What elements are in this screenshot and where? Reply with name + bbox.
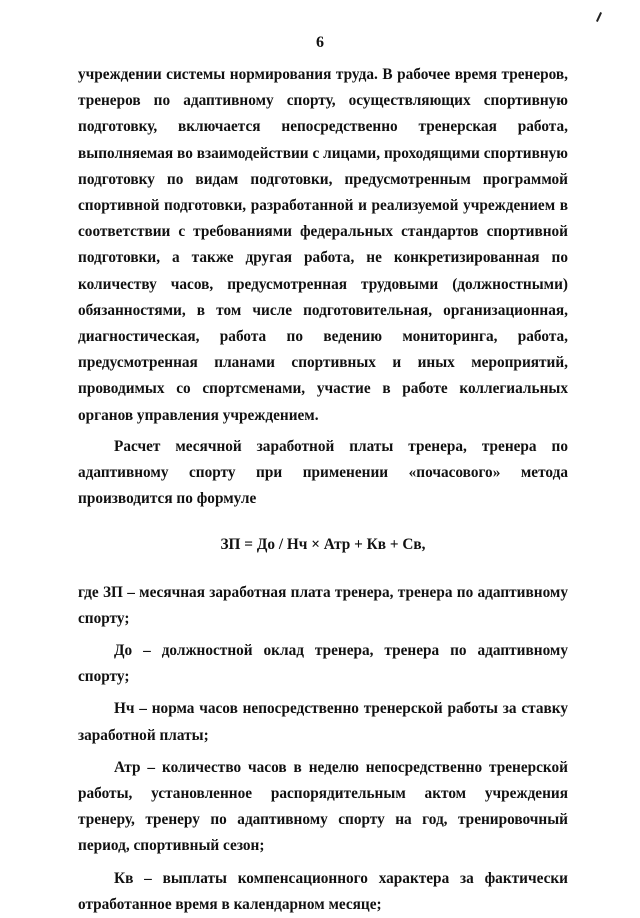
definition-nch: Нч – норма часов непосредственно тренерской работы за ставку заработной платы;	[78, 700, 568, 744]
definition-atr: Атр – количество часов в неделю непосредственно тренерской работы, установленное распорядительным актом учреждения тренеру, тренеру по адаптивному спорту на год, тренировочный период, спортивный сезон;	[78, 758, 568, 855]
definition-zp: где ЗП – месячная заработная плата тренера, тренера по адаптивному спорту;	[78, 583, 568, 627]
paragraph-salary-calculation: Расчет месячной заработной платы тренера, тренера по адаптивному спорту при применении «почасового» метода производится по формуле	[78, 437, 568, 508]
definition-kv: Кв – выплаты компенсационного характера за фактически отработанное время в календарном месяце;	[78, 869, 568, 913]
paragraph-work-time: учреждении системы нормирования труда. В рабочее время тренеров, тренеров по адаптивному спорту, осуществляющих спортивную подготовку, включается непосредственно тренерская работа, выполняемая во взаимодействии с лицами, проходящими спортивную подготовку по видам подготовки, предусмотренным программой спортивной подготовки, разработанной и реализуемой учреждением в соответствии с требованиями федеральных стандартов спортивной подготовки, а также другая работа, не конкретизированная по количеству часов, предусмотренная трудовыми (должностными) обязанностями, в том числе подготовительная, организационная, диагностическая, работа по ведению мониторинга, работа, предусмотренная планами спортивных и иных мероприятий, проводимых со спортсменами, участие в работе коллегиальных органов управления учреждением.	[78, 66, 568, 424]
page-number: 6	[316, 34, 324, 51]
definition-do: До – должностной оклад тренера, тренера по адаптивному спорту;	[78, 642, 568, 686]
scan-artifact-mark	[596, 12, 602, 22]
salary-formula: ЗП = До / Нч × Атр + Кв + Св,	[220, 536, 426, 554]
document-body	[78, 62, 568, 918]
